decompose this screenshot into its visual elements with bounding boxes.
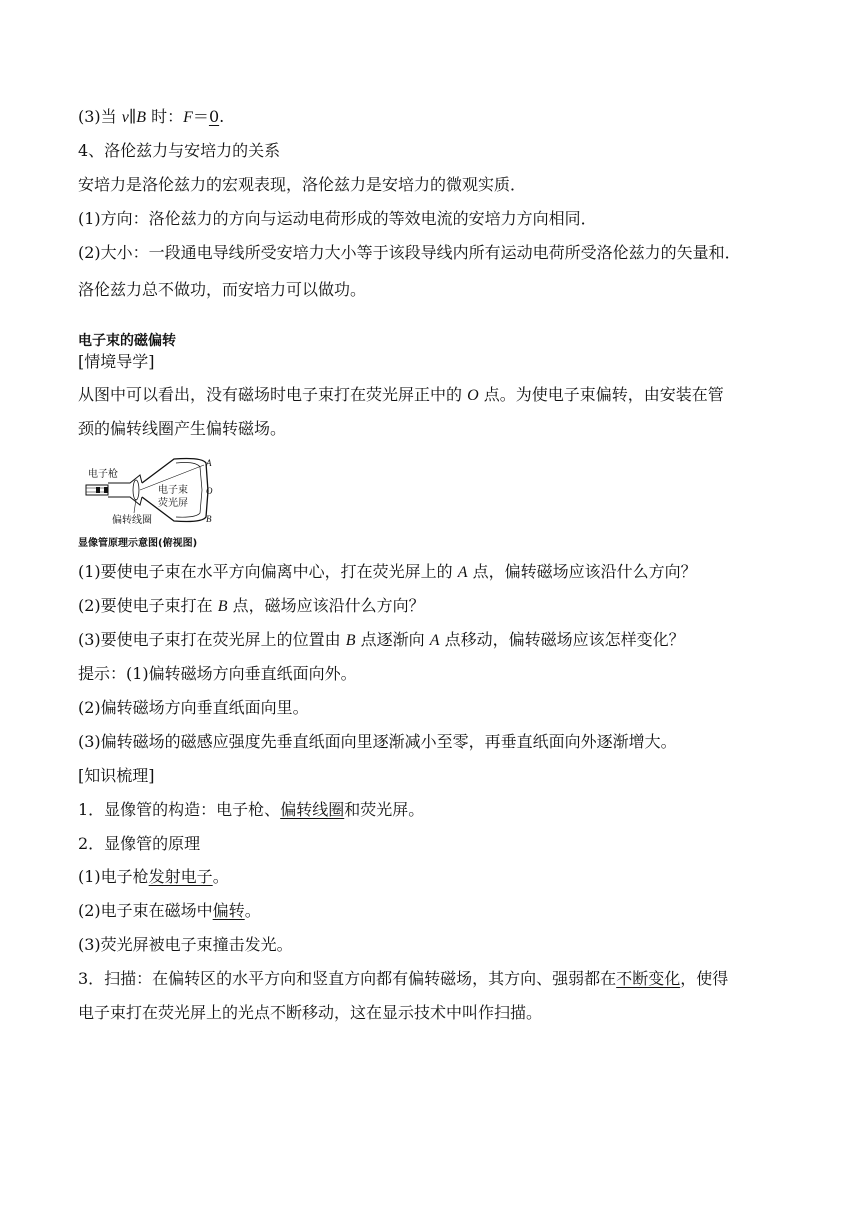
knowledge-2: 2．显像管的原理 <box>78 834 201 853</box>
crt-diagram <box>84 455 214 530</box>
paragraph-work: 洛伦兹力总不做功，而安培力可以做功。 <box>78 280 367 299</box>
label-point-b: B <box>206 514 212 524</box>
knowledge-2-3: (3)荧光屏被电子束撞击发光。 <box>78 935 293 954</box>
label-knowledge: [知识梳理] <box>78 766 155 785</box>
knowledge-3-line1: 3．扫描：在偏转区的水平方向和竖直方向都有偏转磁场，其方向、强弱都在不断变化，使得 <box>78 969 729 988</box>
knowledge-1: 1．显像管的构造：电子枪、偏转线圈和荧光屏。 <box>78 800 425 819</box>
knowledge-3-line2: 电子束打在荧光屏上的光点不断移动，这在显示技术中叫作扫描。 <box>78 1003 543 1022</box>
line-v-parallel-b: (3)当 v∥B 时：F＝0. <box>78 107 225 126</box>
label-point-o: O <box>206 486 213 496</box>
paragraph-intro-line1: 从图中可以看出，没有磁场时电子束打在荧光屏正中的 O 点。为使电子束偏转，由安装在管 <box>78 385 724 404</box>
section-title: 电子束的磁偏转 <box>78 333 176 349</box>
question-3: (3)要使电子束打在荧光屏上的位置由 B 点逐渐向 A 点移动，偏转磁场应该怎样变化？ <box>78 630 685 649</box>
question-2: (2)要使电子束打在 B 点，磁场应该沿什么方向？ <box>78 596 425 615</box>
label-beam: 电子束 <box>158 485 188 496</box>
subheading-relation: 4、洛伦兹力与安培力的关系 <box>78 141 281 160</box>
hint-3: (3)偏转磁场的磁感应强度先垂直纸面向里逐渐减小至零，再垂直纸面向外逐渐增大。 <box>78 732 677 751</box>
figure-caption: 显像管原理示意图(俯视图) <box>78 538 198 549</box>
label-point-a: A <box>206 458 212 468</box>
label-screen: 荧光屏 <box>158 498 188 509</box>
paragraph-magnitude: (2)大小：一段通电导线所受安培力大小等于该段导线内所有运动电荷所受洛伦兹力的矢量和． <box>78 243 741 262</box>
knowledge-2-2: (2)电子束在磁场中偏转。 <box>78 901 261 920</box>
label-gun: 电子枪 <box>88 469 118 480</box>
paragraph-intro-line2: 颈的偏转线圈产生偏转磁场。 <box>78 419 287 438</box>
question-1: (1)要使电子束在水平方向偏离中心，打在荧光屏上的 A 点，偏转磁场应该沿什么方向？ <box>78 562 697 581</box>
label-scenario: [情境导学] <box>78 352 155 371</box>
paragraph-macro-micro: 安培力是洛伦兹力的宏观表现，洛伦兹力是安培力的微观实质． <box>78 175 527 194</box>
hint-1: 提示：(1)偏转磁场方向垂直纸面向外。 <box>78 664 357 683</box>
paragraph-direction: (1)方向：洛伦兹力的方向与运动电荷形成的等效电流的安培力方向相同． <box>78 209 597 228</box>
coil-shape <box>133 480 139 500</box>
knowledge-2-1: (1)电子枪发射电子。 <box>78 867 229 886</box>
label-coil: 偏转线圈 <box>112 515 152 526</box>
hint-2: (2)偏转磁场方向垂直纸面向里。 <box>78 698 309 717</box>
